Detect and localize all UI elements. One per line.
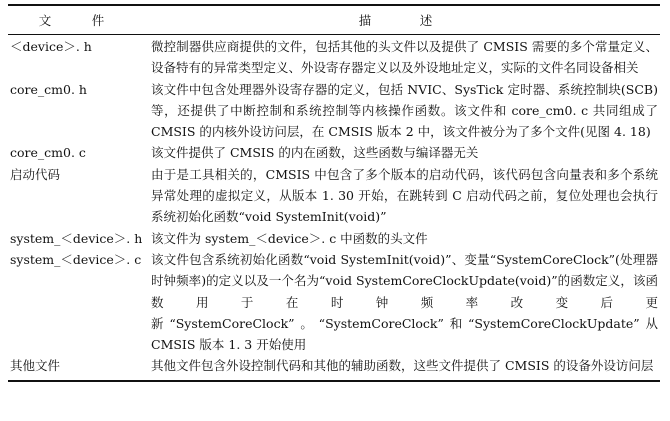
header-description: 描 述 <box>149 5 660 35</box>
description-cell: 由于是工具相关的，CMSIS 中包含了多个版本的启动代码，该代码包含向量表和多个系统异常处理的虚拟定义，从版本 1. 30 开始，在跳转到 C 启动代码之前，复位处理也会执行系统初始化函数“void SystemInit(void)” <box>151 166 658 225</box>
file-name-cell: 其他文件 <box>8 355 149 380</box>
header-row <box>8 5 660 35</box>
table-header <box>8 5 660 35</box>
table-row <box>8 249 660 355</box>
file-name-cell: 启动代码 <box>10 166 61 182</box>
description-cell: 该文件为 system_＜device＞. c 中函数的头文件 <box>151 230 428 246</box>
table-body <box>8 35 660 381</box>
file-name-cell: system_＜device＞. h <box>10 230 143 246</box>
table-row <box>8 355 660 380</box>
file-name-cell: core_cm0. c <box>10 145 86 161</box>
description-cell: 该文件提供了 CMSIS 的内在函数，这些函数与编译器无关 <box>151 145 479 161</box>
description-cell: 该文件中包含处理器外设寄存器的定义，包括 NVIC、SysTick 定时器、系统控制块(SCB)等，还提供了中断控制和系统控制等内核操作函数。该文件和 core_cm0. c 共同组成了 CMSIS 的内核外设访问层，在 CMSIS 版本 2 中，该文件被分为了多个文件(见图 4. 18) <box>151 81 658 140</box>
table-row <box>8 35 660 79</box>
table-row <box>8 79 660 143</box>
table-row <box>8 164 660 228</box>
description-cell: 该文件包含系统初始化函数“void SystemInit(void)”、变量“SystemCoreClock”(处理器时钟频率)的定义以及一个名为“void SystemCoreClockUpdate(void)”的函数定义，该函数用于在时钟频率改变后更新“SystemCoreClock”。“SystemCoreClock”和“SystemCoreClockUpdate”从 CMSIS 版本 1. 3 开始使用 <box>151 251 658 353</box>
cmsis-files-table <box>8 4 660 382</box>
table-row <box>8 228 660 249</box>
description-cell: 其他文件包含外设控制代码和其他的辅助函数，这些文件提供了 CMSIS 的设备外设访问层 <box>149 355 660 380</box>
description-cell: 微控制器供应商提供的文件，包括其他的头文件以及提供了 CMSIS 需要的多个常量定义、设备特有的异常类型定义、外设寄存器定义以及外设地址定义，实际的文件名同设备相关 <box>151 39 658 76</box>
file-name-cell: ＜device＞. h <box>10 39 92 54</box>
file-name-cell: system_＜device＞. c <box>10 251 142 267</box>
header-file: 文 件 <box>8 5 149 35</box>
table-row <box>8 142 660 163</box>
file-name-cell: core_cm0. h <box>10 81 87 97</box>
